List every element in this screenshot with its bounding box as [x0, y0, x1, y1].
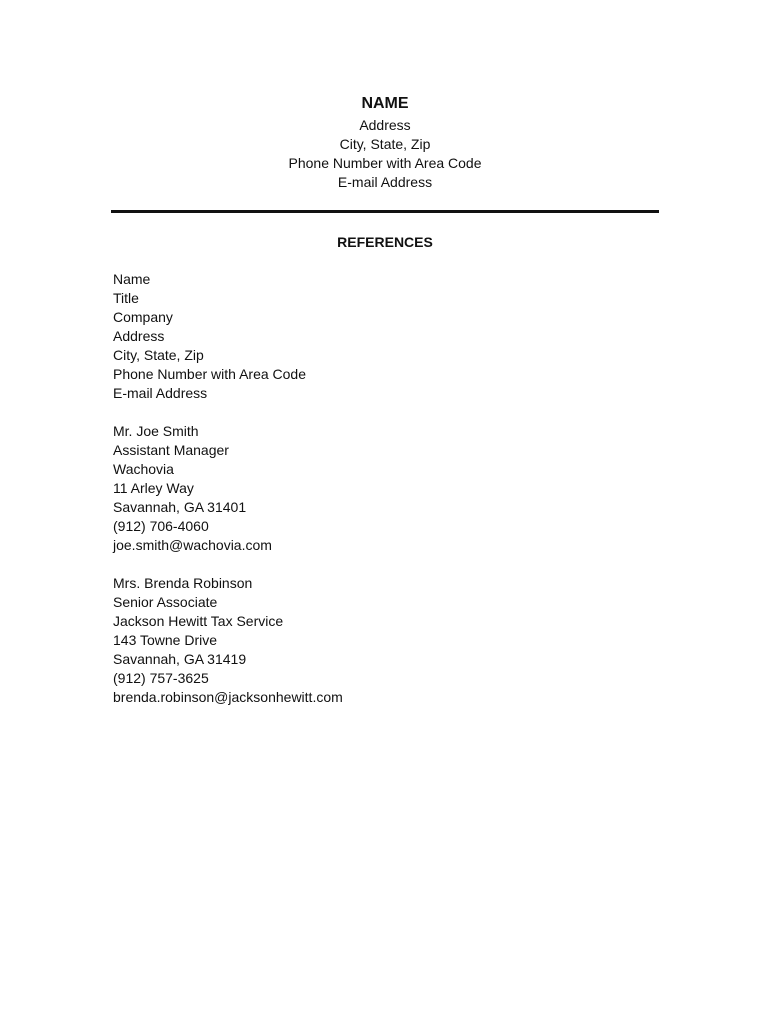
reference-phone: Phone Number with Area Code	[113, 366, 306, 382]
reference-entry	[113, 574, 673, 707]
reference-city-state-zip: City, State, Zip	[113, 347, 204, 363]
header-divider	[111, 210, 659, 213]
reference-entry	[113, 270, 673, 403]
reference-address: Address	[113, 328, 165, 344]
applicant-phone: Phone Number with Area Code	[288, 155, 482, 171]
applicant-address: Address	[359, 117, 411, 133]
reference-email: joe.smith@wachovia.com	[113, 537, 272, 553]
reference-email: brenda.robinson@jacksonhewitt.com	[113, 689, 343, 705]
applicant-email: E-mail Address	[337, 174, 433, 190]
reference-title: Senior Associate	[113, 594, 218, 610]
reference-name: Mr. Joe Smith	[113, 423, 199, 439]
reference-company: Wachovia	[113, 461, 174, 477]
reference-phone: (912) 757-3625	[113, 670, 209, 686]
reference-name: Name	[113, 271, 151, 287]
references-list	[113, 270, 673, 726]
reference-city-state-zip: Savannah, GA 31401	[113, 499, 247, 515]
reference-company: Company	[113, 309, 173, 325]
reference-phone: (912) 706-4060	[113, 518, 209, 534]
reference-address: 11 Arley Way	[113, 480, 194, 496]
reference-city-state-zip: Savannah, GA 31419	[113, 651, 247, 667]
contact-header	[0, 93, 770, 192]
applicant-name: NAME	[361, 95, 409, 112]
reference-title: Assistant Manager	[113, 442, 229, 458]
reference-company: Jackson Hewitt Tax Service	[113, 613, 284, 629]
reference-title: Title	[113, 290, 139, 306]
applicant-city-state-zip: City, State, Zip	[339, 136, 431, 152]
reference-address: 143 Towne Drive	[113, 632, 218, 648]
references-heading: REFERENCES	[337, 234, 433, 250]
reference-email: E-mail Address	[113, 385, 208, 401]
reference-entry	[113, 422, 673, 555]
reference-name: Mrs. Brenda Robinson	[113, 575, 253, 591]
